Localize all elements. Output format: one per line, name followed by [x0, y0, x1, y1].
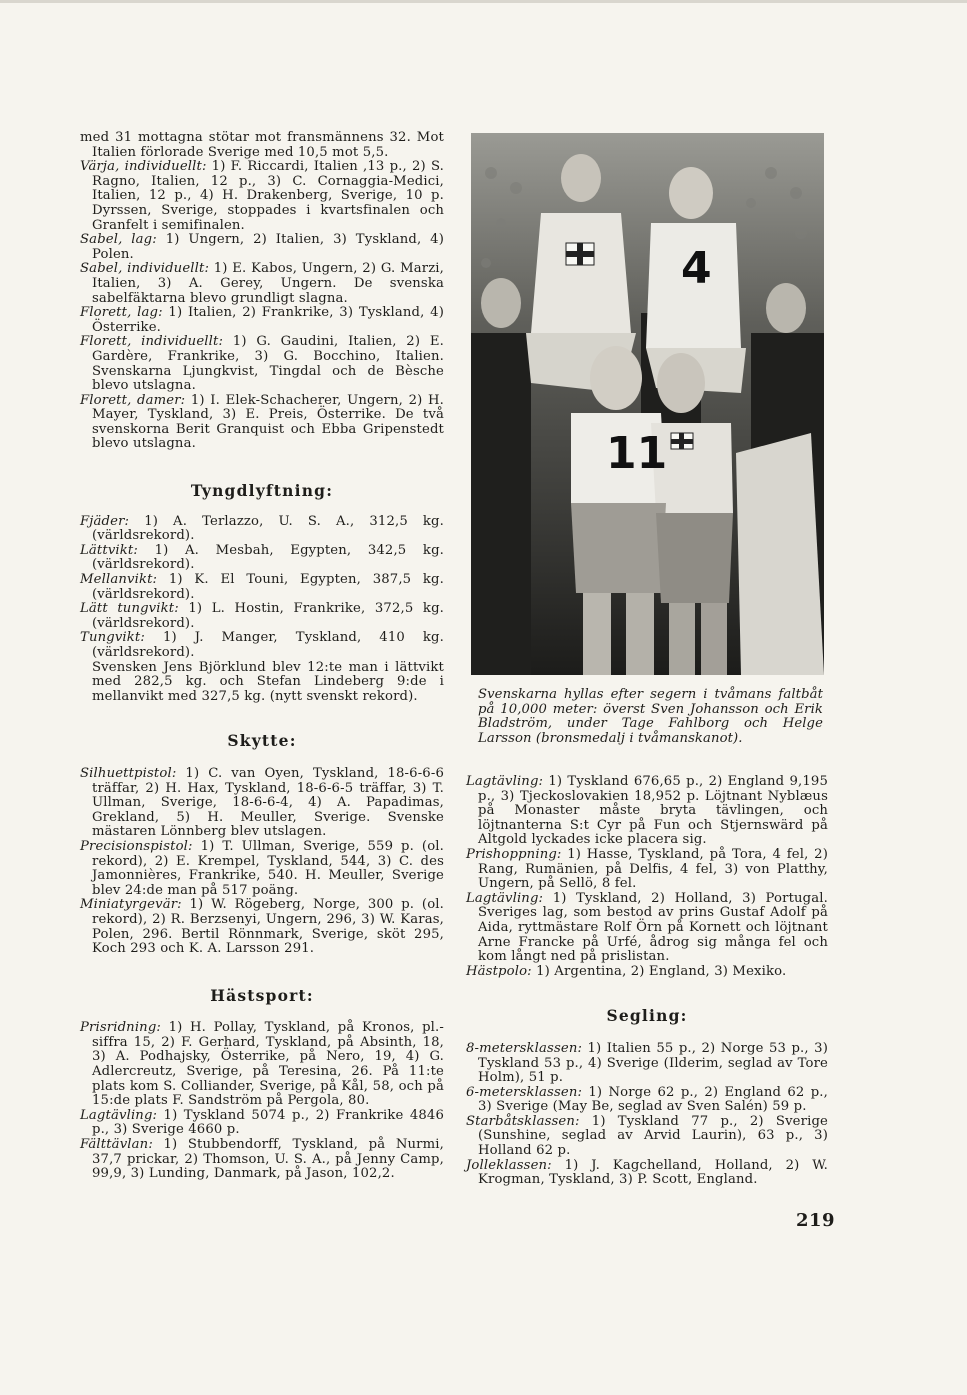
result-paragraph	[80, 515, 444, 544]
page-number: 219	[796, 1210, 836, 1231]
photo-caption: Svenskarna hyllas efter segern i tvåmans faltbåt på 10,000 meter: överst Sven Johansson och Erik Bladström, under Tage Fahlborg och Helge Larsson (bronsmedalj i tvåmanskanot).	[478, 687, 823, 746]
event-name: Lättvikt:	[80, 542, 138, 558]
result-paragraph	[80, 1021, 444, 1109]
section-heading: Segling:	[606, 1006, 688, 1026]
result-paragraph	[466, 892, 828, 965]
result-paragraph	[466, 775, 828, 848]
team-photo	[471, 133, 824, 675]
event-name: Fjäder:	[80, 513, 130, 529]
event-name: Lagtävling:	[466, 890, 544, 906]
event-name: 8-metersklassen:	[466, 1040, 583, 1056]
result-paragraph	[80, 840, 444, 898]
section-heading: Hästsport:	[210, 985, 314, 1005]
result-paragraph	[80, 131, 444, 160]
result-paragraph	[466, 1115, 828, 1159]
event-name: Precisionspistol:	[80, 838, 193, 854]
result-text: 1) A. Terlazzo, U. S. A., 312,5 kg. (världsrekord).	[92, 513, 444, 544]
section-heading: Tyngdlyftning:	[190, 481, 334, 501]
event-name: Lagtävling:	[466, 774, 544, 789]
result-text: 1) H. Pollay, Tyskland, på Kronos, pl.-siffra 15, 2) F. Gerhard, Tyskland, på Absinth, 18, 3) A. Podhajsky, Österrike, på Nero, 19, 4) G. Adlercreutz, Sverige, på Teresina, 26. På 11:te plats kom S. Colliander, Sverige, på Kål, 58, och på 15:de plats F. Sandström på Pergola, 80.	[92, 1020, 444, 1109]
result-text: 1) Stubbendorff, Tyskland, på Nurmi, 37,7 prickar, 2) Thomson, U. S. A., på Jenny Camp, 99,9, 3) Lunding, Danmark, på Jason, 102,2.	[92, 1137, 444, 1182]
bib-number-4: 4	[681, 243, 712, 294]
right-column	[466, 775, 828, 1188]
result-text: 1) J. Manger, Tyskland, 410 kg. (världsrekord).	[92, 630, 444, 660]
event-name: Jolleklassen:	[466, 1157, 552, 1173]
rowers-photo-image	[471, 133, 824, 675]
result-text: 1) Tyskland 77 p., 2) Sverige (Sunshine, seglad av Arvid Laurin), 63 p., 3) Holland 62 p.	[478, 1113, 828, 1159]
result-text: 1) T. Ullman, Sverige, 559 p. (ol. rekord), 2) E. Krempel, Tyskland, 544, 3) C. des Jamonnières, Frankrike, 540. H. Meuller, Sverige blev 24:de man på 517 poäng.	[92, 838, 444, 898]
top-edge	[0, 0, 967, 3]
event-name: Tungvikt:	[80, 630, 145, 646]
result-text: 1) F. Riccardi, Italien ,13 p., 2) S. Ragno, Italien, 12 p., 3) C. Cornaggia-Medici, Italien, 12 p., 4) H. Drakenberg, Sverige, 10 p. Dyrssen, Sverige, stoppades i kvartsfinalen och Granfelt i semifinalen.	[92, 159, 444, 233]
event-name: 6-metersklassen:	[466, 1084, 583, 1100]
result-text: 1) W. Rögeberg, Norge, 300 p. (ol. rekord), 2) R. Berzsenyi, Ungern, 296, 3) W. Karas, Polen, 296. Bertil Rönnmark, Sverige, sköt 295, Koch 293 och K. A. Larsson 291.	[92, 897, 444, 957]
result-paragraph	[80, 394, 444, 452]
result-text: Svensken Jens Björklund blev 12:te man i lättvikt med 282,5 kg. och Stefan Lindeberg 9:de i mellanvikt med 327,5 kg. (nytt svenskt rekord).	[92, 659, 444, 704]
result-paragraph	[466, 1042, 828, 1086]
result-text: 1) L. Hostin, Frankrike, 372,5 kg. (världsrekord).	[92, 601, 445, 631]
result-text: 1) Italien 55 p., 2) Norge 53 p., 3) Tyskland 53 p., 4) Sverige (Ilderim, seglad av Tore Holm), 51 p.	[478, 1040, 828, 1086]
result-paragraph	[466, 1086, 828, 1115]
event-name: Lätt tungvikt:	[80, 601, 179, 617]
result-text: 1) Norge 62 p., 2) England 62 p., 3) Sverige (May Be, seglad av Sven Salén) 59 p.	[478, 1084, 828, 1115]
result-paragraph	[80, 1109, 444, 1138]
result-paragraph	[80, 602, 444, 631]
event-name: Starbåtsklassen:	[466, 1113, 580, 1129]
result-text: 1) Hasse, Tyskland, på Tora, 4 fel, 2) Rang, Rumänien, på Delfis, 4 fel, 3) von Platthy, Ungern, på Sellö, 8 fel.	[478, 846, 828, 892]
result-paragraph	[466, 965, 828, 980]
left-column	[80, 131, 444, 1182]
result-text: 1) C. van Oyen, Tyskland, 18-6-6-6 träffar, 2) H. Hax, Tyskland, 18-6-6-5 träffar, 3) T. Ullman, Sverige, 18-6-6-4, 4) A. Papadimas, Grekland, 5) H. Meuller, Sverige. Svenske mästaren Lönnberg blev utslagen.	[92, 765, 444, 840]
result-text: 1) J. Kagchelland, Holland, 2) W. Krogman, Tyskland, 3) P. Scott, England.	[478, 1157, 828, 1188]
result-text: 1) Italien, 2) Frankrike, 3) Tyskland, 4) Österrike.	[92, 305, 444, 335]
result-text: med 31 mottagna stötar mot fransmännens 32. Mot Italien förlorade Sverige med 10,5 mot 5,5.	[80, 130, 444, 160]
result-text: 1) Tyskland 676,65 p., 2) England 9,195 p., 3) Tjeckoslovakien 18,952 p. Löjtnant Nyblæus på Monaster måste bryta tävlingen, och löjtnanterna S:t Cyr på Fun och Stjernswärd på Altgold lyckades icke placera sig.	[478, 774, 828, 848]
result-text: 1) K. El Touni, Egypten, 387,5 kg. (världsrekord).	[92, 572, 444, 602]
result-text: 1) I. Elek-Schacherer, Ungern, 2) H. Mayer, Tyskland, 3) E. Preis, Österrike. De två svenskorna Berit Granquist och Ebba Gripenstedt blevo utslagna.	[92, 392, 444, 452]
event-name: Miniatyrgevär:	[80, 897, 182, 913]
event-name: Florett, lag:	[80, 305, 163, 321]
event-name: Lagtävling:	[80, 1107, 158, 1123]
event-name: Prishoppning:	[466, 846, 562, 862]
result-text: 1) E. Kabos, Ungern, 2) G. Marzi, Italien, 3) A. Gerey, Ungern. De svenska sabelfäktarna blevo grundligt slagna.	[92, 261, 445, 306]
event-name: Värja, individuellt:	[80, 159, 207, 175]
result-paragraph	[80, 306, 444, 335]
result-paragraph	[80, 661, 444, 705]
result-paragraph	[80, 160, 444, 233]
event-name: Florett, individuellt:	[80, 334, 224, 350]
result-text: 1) Argentina, 2) England, 3) Mexiko.	[531, 963, 787, 979]
result-paragraph	[80, 767, 444, 840]
result-paragraph	[80, 573, 444, 602]
result-paragraph	[80, 631, 444, 660]
event-name: Florett, damer:	[80, 392, 186, 408]
event-name: Sabel, lag:	[80, 232, 157, 248]
result-text: 1) A. Mesbah, Egypten, 342,5 kg. (världsrekord).	[92, 542, 444, 573]
result-paragraph	[466, 1159, 828, 1188]
result-paragraph	[80, 233, 444, 262]
result-paragraph	[80, 1138, 444, 1182]
event-name: Mellanvikt:	[80, 572, 158, 588]
result-paragraph	[80, 898, 444, 956]
result-paragraph	[80, 544, 444, 573]
result-text: 1) Tyskland, 2) Holland, 3) Portugal. Sveriges lag, som bestod av prins Gustaf Adolf på Aida, ryttmästare Rolf Örn på Kornett och löjtnant Arne Francke på Urfé, ådrog sig många fel och kom långt ned på prislistan.	[478, 890, 828, 965]
result-text: 1) Ungern, 2) Italien, 3) Tyskland, 4) Polen.	[92, 232, 445, 262]
bib-number-11: 11	[606, 428, 668, 479]
section-heading: Skytte:	[227, 731, 297, 751]
result-paragraph	[80, 335, 444, 393]
event-name: Hästpolo:	[466, 963, 532, 979]
event-name: Prisridning:	[80, 1020, 162, 1036]
event-name: Silhuettpistol:	[80, 765, 177, 781]
result-paragraph	[466, 848, 828, 892]
event-name: Fälttävlan:	[80, 1137, 153, 1153]
result-text: 1) G. Gaudini, Italien, 2) E. Gardère, Frankrike, 3) G. Bocchino, Italien. Svenskarna Ljungkvist, Tingdal och de Bèsche blevo utslagna.	[92, 334, 445, 394]
result-text: 1) Tyskland 5074 p., 2) Frankrike 4846 p., 3) Sverige 4660 p.	[92, 1107, 444, 1138]
event-name: Sabel, individuellt:	[80, 261, 210, 277]
result-paragraph	[80, 262, 444, 306]
